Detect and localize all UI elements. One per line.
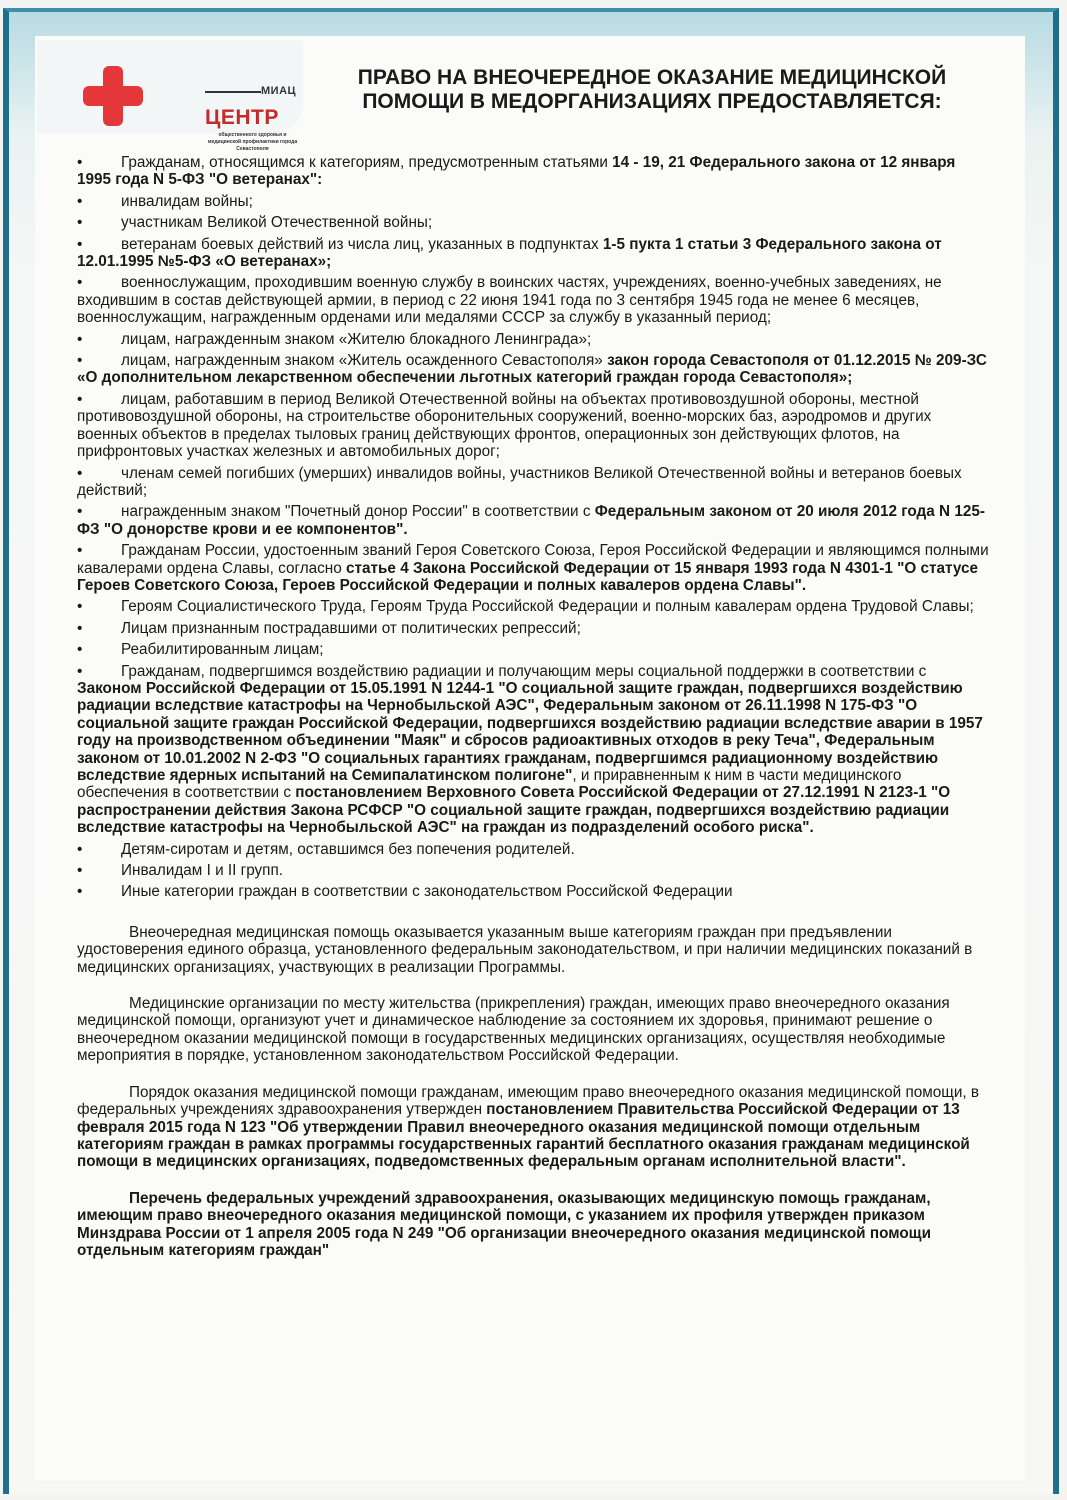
item-text: Детям-сиротам и детям, оставшимся без попечения родителей. [121, 840, 575, 858]
medical-cross-icon [83, 66, 143, 126]
bullet-icon: • [77, 214, 83, 232]
paragraph-medical-organizations: Медицинские организации по месту жительства (прикрепления) граждан, имеющих право внеочередного оказания медицинской помощи, организуют учет и динамическое наблюдение за состоянием их здоровья, принимают решение о внеочередном оказании медицинской помощи в государственных медицинских организациях, осуществляя необходимые мероприятия в порядке, установленном законодательством Российской Федерации. [77, 995, 950, 1065]
bullet-icon: • [77, 662, 83, 680]
list-item [77, 193, 991, 210]
bullet-icon: • [77, 862, 83, 880]
pulse-line [205, 91, 261, 93]
list-item [77, 214, 991, 231]
bullet-icon: • [77, 598, 83, 616]
bullet-icon: • [77, 274, 83, 292]
list-item [77, 883, 991, 900]
item-text: военнослужащим, проходившим военную службу в воинских частях, учреждениях, военно-учебных заведениях, не входившим в состав действующей армии, в период с 22 июня 1941 года по 3 сентября 1945 года не менее 6 месяцев, военнослужащим, награжденным орденами или медалями СССР за службу в указанный период; [77, 274, 942, 327]
list-item [77, 503, 991, 538]
list-item [77, 352, 991, 387]
list-item [77, 663, 991, 837]
title-line-2: ПОМОЩИ В МЕДОРГАНИЗАЦИЯХ ПРЕДОСТАВЛЯЕТСЯ: [362, 90, 942, 113]
item-text: лицам, награжденным знаком «Жителю блокадного Ленинграда»; [121, 330, 592, 348]
procedure-decree: постановлением Правительства Российской Федерации от 13 февраля 2015 года N 123 "Об утверждении Правил внеочередного оказания медицинской помощи отдельным категориям граждан в рамках программы государственных гарантий бесплатного оказания гражданам медицинской помощи в медицинских организациях, подведомственных федеральным органам исполнительной власти". [77, 1101, 970, 1171]
item-text: Инвалидам I и II групп. [121, 862, 283, 880]
poster-content [77, 154, 991, 1259]
bullet-icon: • [77, 235, 83, 253]
title-line-1: ПРАВО НА ВНЕОЧЕРЕДНОЕ ОКАЗАНИЕ МЕДИЦИНСКОЙ [357, 66, 947, 89]
eligible-categories-list [77, 154, 991, 905]
list-item [77, 465, 991, 500]
list-item [77, 862, 991, 879]
item-text: Гражданам, подвергшимся воздействию радиации и получающим меры социальной поддержки в соответствии с [121, 662, 927, 680]
item-text: лицам, работавшим в период Великой Отечественной войны на объектах противовоздушной обороны, местной противовоздушной обороны, на строительстве оборонительных сооружений, военно-морских баз, аэродромов и других военных объектов в пределах тыловых границ действующих фронтов, операционных зон действующих флотов, на прифронтовых участках железных и автомобильных дорог; [77, 390, 932, 461]
item-text: ветеранам боевых действий из числа лиц, указанных в подпунктах [121, 235, 603, 253]
item-text: Гражданам, относящимся к категориям, предусмотренным статьями [121, 154, 613, 171]
organization-logo [37, 40, 303, 152]
item-law-reference: Федеральным законом от 20 июля 2012 года N 125-ФЗ "О донорстве крови и ее компонентов". [77, 503, 985, 538]
logo-abbreviation: МИАЦ [261, 85, 297, 97]
logo-subtitle: общественного здоровья и медицинской профилактики города Севастополя [207, 132, 298, 152]
bullet-icon: • [77, 330, 83, 348]
bullet-icon: • [77, 352, 83, 370]
item-text-continued: , и приравненным к ним в части медицинского обеспечения в соответствии с [77, 767, 902, 802]
item-text: членам семей погибших (умерших) инвалидов войны, участников Великой Отечественной войны и ветеранов боевых действий; [77, 464, 962, 499]
bullet-icon: • [77, 542, 83, 560]
list-item [77, 641, 991, 658]
bullet-icon: • [77, 390, 83, 408]
item-text: лицам, награжденным знаком «Житель осажденного Севастополя» [121, 352, 608, 370]
logo-name: ЦЕНТР [205, 106, 279, 129]
item-law-reference: 1-5 пукта 1 статьи 3 Федерального закона от 12.01.1995 №5-ФЗ «О ветеранах»; [77, 235, 942, 271]
paragraph-procedure [77, 1084, 991, 1171]
item-text: инвалидам войны; [121, 192, 253, 210]
item-law-reference: закон города Севастополя от 01.12.2015 № 209-ЗС «О дополнительном лекарственном обеспечении льготных категорий граждан города Севастополя»; [77, 352, 987, 387]
item-law-reference: статье 4 Закона Российской Федерации от 15 января 1993 года N 4301-1 "О статусе Героев Советского Союза, Героев Российской Федерации и полных кавалеров ордена Славы". [77, 559, 978, 594]
list-item [77, 391, 991, 461]
list-item [77, 236, 991, 271]
item-text: Реабилитированным лицам; [121, 641, 324, 659]
item-text: Иные категории граждан в соответствии с законодательством Российской Федерации [121, 883, 733, 901]
bullet-icon: • [77, 503, 83, 521]
item-text: участникам Великой Отечественной войны; [121, 214, 433, 232]
poster-title [312, 66, 992, 114]
bullet-icon: • [77, 641, 83, 659]
item-text: Лицам признанным пострадавшими от политических репрессий; [121, 619, 581, 637]
item-text: награжденным знаком "Почетный донор России" в соответствии с [121, 503, 595, 521]
list-item [77, 542, 991, 594]
list-item [77, 274, 991, 326]
paragraph-extraordinary-help: Внеочередная медицинская помощь оказывается указанным выше категориям граждан при предъявлении удостоверения единого образца, установленного федеральным законодательством, и при наличии медицинских показаний в медицинских организациях, участвующих в реализации Программы. [77, 923, 973, 976]
bullet-icon: • [77, 464, 83, 482]
item-text: Героям Социалистического Труда, Героям Труда Российской Федерации и полным кавалерам ордена Трудовой Славы; [121, 598, 974, 616]
bullet-icon: • [77, 619, 83, 637]
bullet-icon: • [77, 840, 83, 858]
bullet-icon: • [77, 154, 83, 171]
paragraph-federal-list: Перечень федеральных учреждений здравоохранения, оказывающих медицинскую помощь гражданам, имеющим право внеочередного оказания медицинской помощи, с указанием их профиля утвержден приказом Минздрава России от 1 апреля 2005 года N 249 "Об организации внеочередного оказания медицинской помощи отдельным категориям граждан" [77, 1189, 931, 1259]
list-item [77, 598, 991, 615]
list-item [77, 331, 991, 348]
list-item [77, 620, 991, 637]
list-item [77, 154, 991, 189]
list-item [77, 841, 991, 858]
item-law-reference: Законом Российской Федерации от 15.05.1991 N 1244-1 "О социальной защите граждан, подвергшихся воздействию радиации вследствие катастрофы на Чернобыльской АЭС", Федеральным законом от 26.11.1998 N 175-ФЗ "О социальной защите граждан Российской Федерации, подвергшихся воздействию радиации вследствие аварии в 1957 году на производственном объединении "Маяк" и сбросов радиоактивных отходов в реку Теча", Федеральным законом от 10.01.2002 N 2-ФЗ "О социальных гарантиях гражданам, подвергшимся радиационному воздействию вследствие ядерных испытаний на Семипалатинском полигоне" [77, 679, 983, 784]
bullet-icon: • [77, 192, 83, 210]
item-text: Гражданам России, удостоенным званий Героя Советского Союза, Героя Российской Федерации и являющимся полными кавалерами ордена Славы, согласно [77, 542, 989, 577]
bullet-icon: • [77, 883, 83, 901]
item-law-reference-2: постановлением Верховного Совета Российской Федерации от 27.12.1991 N 2123-1 "О распространении действия Закона РСФСР "О социальной защите граждан, подвергшихся воздействию радиации вследствие катастрофы на Чернобыльской АЭС" на граждан из подразделений особого риска". [77, 784, 951, 837]
item-law-reference: 14 - 19, 21 Федерального закона от 12 января 1995 года N 5-ФЗ "О ветеранах": [77, 154, 956, 189]
procedure-text: Порядок оказания медицинской помощи гражданам, имеющим право внеочередного оказания медицинской помощи, в федеральных учреждениях здравоохранения утвержден [77, 1083, 980, 1119]
